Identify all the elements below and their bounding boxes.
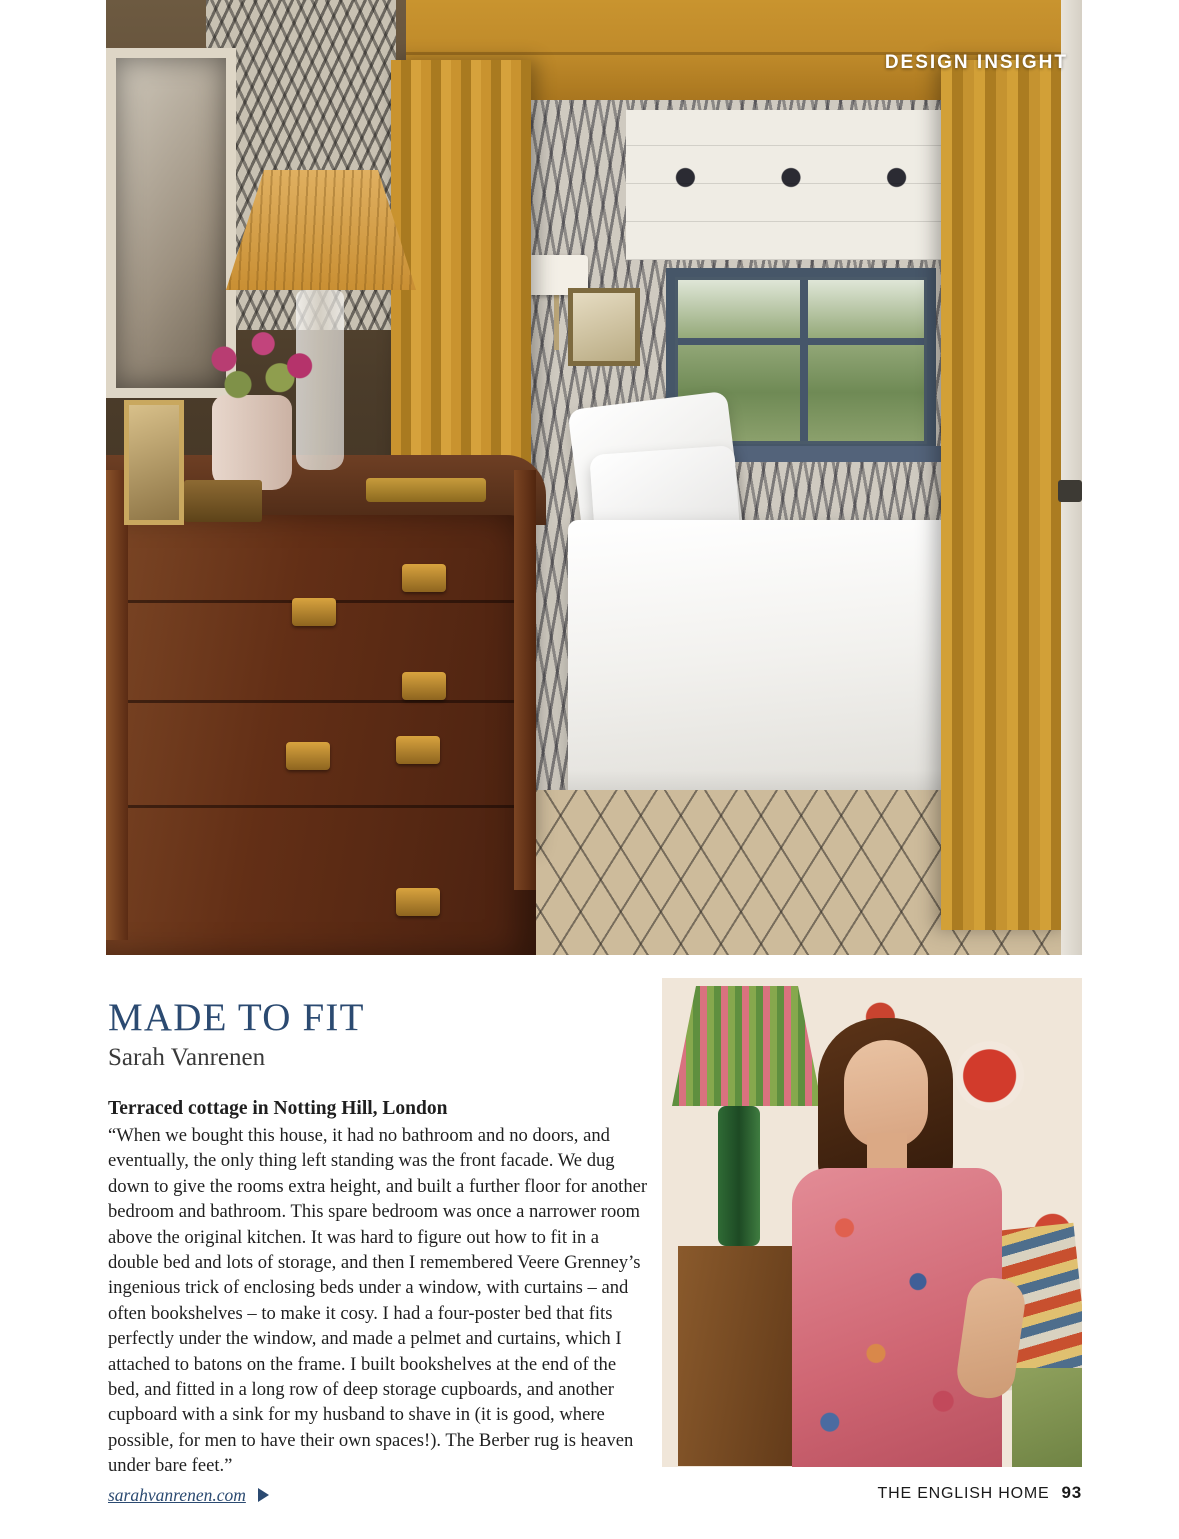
flowers bbox=[196, 325, 336, 410]
designer-portrait-photograph bbox=[662, 978, 1082, 1467]
drawer-handle bbox=[292, 598, 336, 626]
brass-tray bbox=[366, 478, 486, 502]
page-footer bbox=[878, 1483, 1082, 1503]
drawer-divider bbox=[106, 700, 531, 703]
roman-blind bbox=[626, 110, 956, 260]
drawer-handle bbox=[402, 672, 446, 700]
drawer-handle bbox=[396, 888, 440, 916]
door-hinge bbox=[1058, 480, 1082, 502]
page-title: MADE TO FIT bbox=[108, 996, 365, 1039]
designer-website-link[interactable]: sarahvanrenen.com bbox=[108, 1484, 246, 1505]
hero-photograph bbox=[106, 0, 1082, 955]
drawer-handle bbox=[396, 736, 440, 764]
drawer-divider bbox=[106, 805, 531, 808]
arrow-right-icon bbox=[258, 1488, 269, 1502]
door-edge bbox=[1061, 0, 1082, 955]
credit-line bbox=[108, 1485, 648, 1506]
bed-post-left bbox=[106, 470, 128, 940]
drawer-handle bbox=[402, 564, 446, 592]
striped-lamp-shade bbox=[672, 986, 822, 1106]
window-mullion-horizontal bbox=[678, 338, 924, 345]
curtain-right bbox=[941, 60, 1071, 930]
footer-page-number: 93 bbox=[1061, 1483, 1082, 1502]
green-cushion bbox=[1012, 1368, 1082, 1467]
wall-sconce-arm bbox=[554, 295, 559, 350]
small-picture-frame bbox=[124, 400, 184, 525]
drawer-handle bbox=[286, 742, 330, 770]
section-kicker: DESIGN INSIGHT bbox=[884, 52, 1068, 73]
designer-name: Sarah Vanrenen bbox=[108, 1044, 266, 1071]
article-text-column bbox=[108, 995, 648, 1506]
footer-publication: THE ENGLISH HOME bbox=[877, 1485, 1050, 1502]
green-glass-lamp-base bbox=[718, 1106, 760, 1246]
chest-of-drawers-body bbox=[106, 515, 536, 955]
portrait-face bbox=[844, 1040, 928, 1148]
standfirst: Terraced cottage in Notting Hill, London bbox=[108, 1098, 448, 1119]
framed-picture bbox=[568, 288, 640, 366]
chest-post-right bbox=[514, 470, 536, 890]
window-mullion-vertical bbox=[800, 280, 808, 441]
body-copy: “When we bought this house, it had no bathroom and no doors, and eventually, the only thing left standing was the front facade. We dug down to give the rooms extra height, and built a further floor for another bedroom and bathroom. This spare bedroom was once a narrower room above the original kitchen. It was hard to figure out how to fit in a double bed and lots of storage, and then I remembered Veere Grenney’s ingenious trick of enclosing beds under a window, with curtains – and often bookshelves – to make it cosy. I had a four-poster bed that fits perfectly under the window, and made a pelmet and curtains, which I attached to batons on the frame. I built bookshelves at the end of the bed, and fitted in a long row of deep storage cupboards, and another cupboard with a sink for my husband to shave in (it is good, where possible, for men to have their own spaces!). The Berber rug is heaven under bare feet.” bbox=[108, 1125, 648, 1477]
trinket-box bbox=[184, 480, 262, 522]
